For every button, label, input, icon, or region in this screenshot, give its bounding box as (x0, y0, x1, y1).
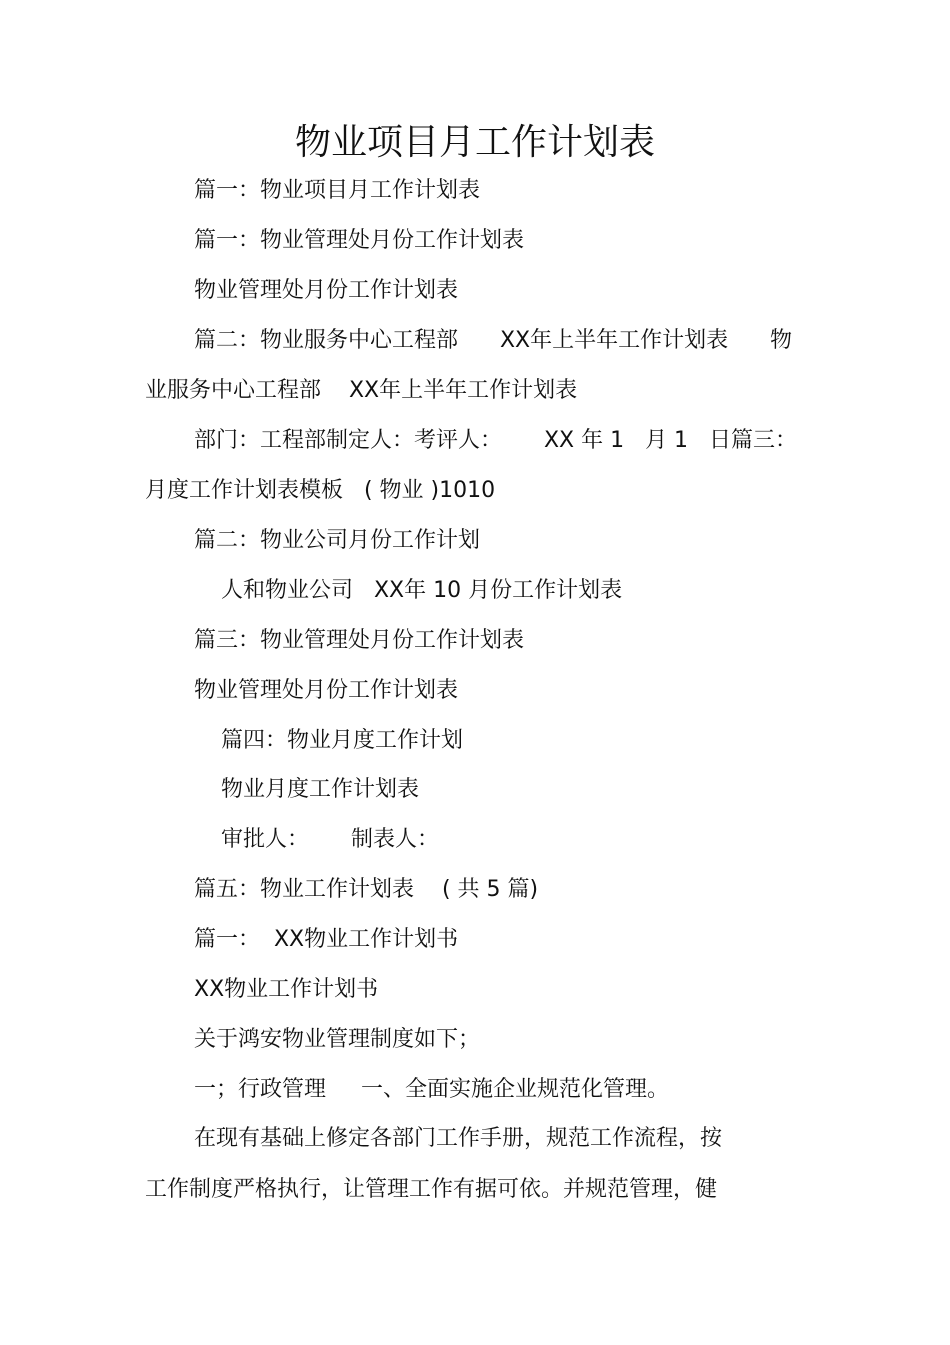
text-line: 物业管理处月份工作计划表 (194, 278, 459, 303)
text-line: 物业管理处月份工作计划表 (194, 678, 459, 703)
text-line: 篇一：物业项目月工作计划表 (194, 178, 481, 203)
text-line: 篇二：物业公司月份工作计划 (194, 528, 481, 553)
text-line: 篇二：物业服务中心工程部 XX年上半年工作计划表 物 (194, 328, 793, 353)
text-line: 业服务中心工程部 XX年上半年工作计划表 (145, 378, 578, 403)
text-line: 篇一：物业管理处月份工作计划表 (194, 228, 525, 253)
text-line: 部门：工程部制定人：考评人： XX 年 1 月 1 日篇三： (194, 428, 798, 453)
text-line: XX物业工作计划书 (194, 977, 379, 1002)
text-line: 篇四：物业月度工作计划 (221, 728, 464, 753)
text-line: 在现有基础上修定各部门工作手册，规范工作流程，按 (194, 1126, 723, 1151)
text-line: 审批人： 制表人： (221, 827, 439, 852)
text-line: 月度工作计划表模板 ( 物业 )1010 (145, 478, 496, 503)
text-line: 一；行政管理 一、全面实施企业规范化管理。 (194, 1077, 669, 1102)
text-line: 人和物业公司 XX年 10 月份工作计划表 (221, 578, 623, 603)
text-line: 篇三：物业管理处月份工作计划表 (194, 628, 525, 653)
text-line: 关于鸿安物业管理制度如下； (194, 1027, 481, 1052)
text-line: 物业月度工作计划表 (221, 777, 420, 802)
text-line: 篇五：物业工作计划表 ( 共 5 篇) (194, 877, 539, 902)
document-title: 物业项目月工作计划表 (294, 122, 655, 163)
text-line: 工作制度严格执行，让管理工作有据可依。并规范管理，健 (145, 1177, 718, 1202)
text-line: 篇一： XX物业工作计划书 (194, 927, 459, 952)
